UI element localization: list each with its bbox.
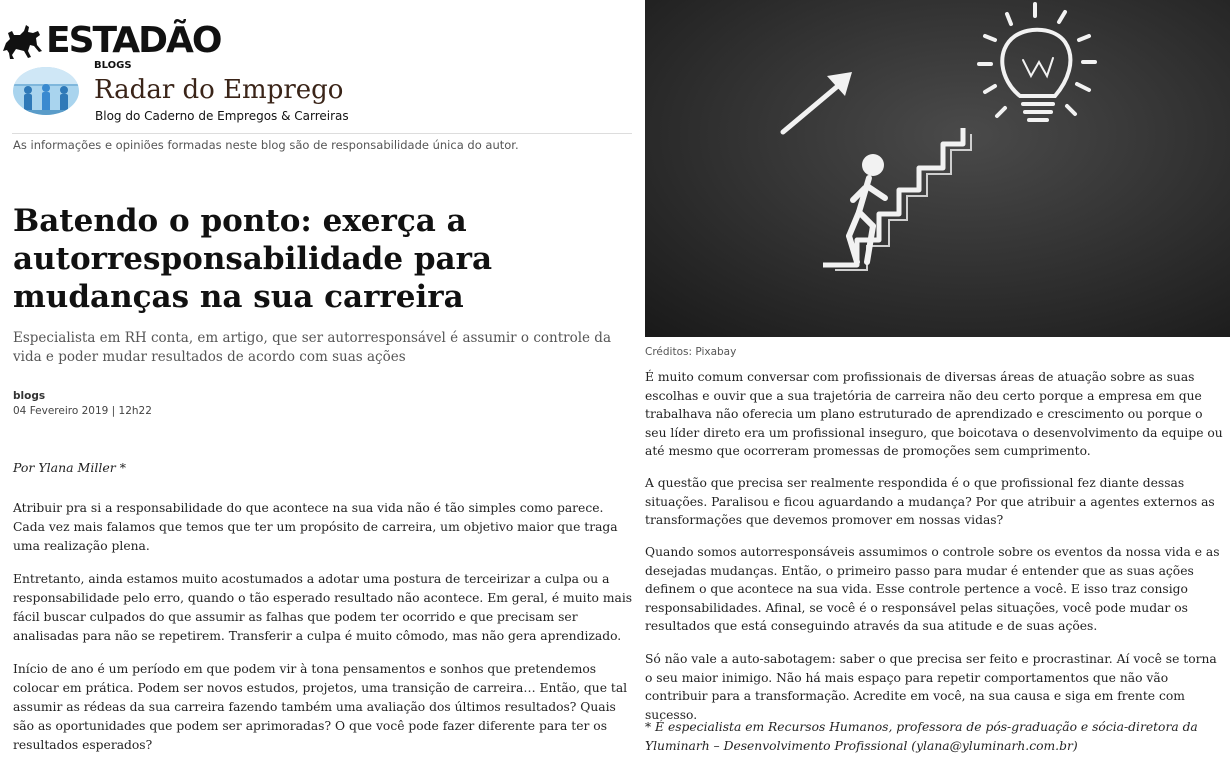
blog-avatar <box>12 66 80 116</box>
logo-wordmark: ESTADÃO <box>46 20 221 61</box>
horse-rider-icon <box>0 21 44 61</box>
chalkboard-illustration <box>645 0 1230 337</box>
article-paragraph: Quando somos autorresponsáveis assumimos o controle sobre os eventos da nossa vida e as desejadas mudanças. Então, o primeiro passo para mudar é entender que as suas ações definem o que acontece na sua vida. Esse controle pertence a você. E isso traz consigo responsabilidades. Afinal, se você é o responsável pelas situações, você pode mudar os resultados que está conseguindo através da sua atitude e de suas ações. <box>645 545 1220 633</box>
author-note: * É especialista em Recursos Humanos, professora de pós-graduação e sócia-diretora da Yluminarh – Desenvolvimento Profissional (ylana@yluminarh.com.br) <box>645 720 1198 753</box>
article-paragraph: Só não vale a auto-sabotagem: saber o que precisa ser feito e procrastinar. Aí você se torna o seu maior inimigo. Não há mais espaço para repetir comportamentos que não vão contribuir para a transformação. Acredite em você, na sua causa e siga em frente com sucesso. <box>645 652 1217 722</box>
blogs-tag: BLOGS <box>94 60 132 71</box>
article-paragraph: A questão que precisa ser realmente respondida é o que profissional fez diante dessas situações. Paralisou e ficou aguardando a mudança? Por que atribuir a agentes externos as transformações que devemos promover em nossas vidas? <box>645 476 1215 527</box>
article-photo <box>645 0 1230 337</box>
article-byline: Por Ylana Miller * <box>13 460 126 475</box>
photo-credit: Créditos: Pixabay <box>645 346 737 358</box>
header-divider <box>12 133 632 134</box>
estadao-logo[interactable] <box>0 20 221 62</box>
article-title: Batendo o ponto: exerça a autorresponsabilidade para mudanças na sua carreira <box>13 203 493 315</box>
author-disclaimer: As informações e opiniões formadas neste blog são de responsabilidade única do autor. <box>13 138 519 152</box>
article-paragraph: É muito comum conversar com profissionais de diversas áreas de atuação sobre as suas escolhas e ouvir que a sua trajetória de carreira não deu certo porque a empresa em que trabalhava não oferecia um plano estruturado de aprendizado e crescimento ou porque o seu líder direto era um profissional inseguro, que boicotava o desenvolvimento da equipe ou até mesmo que ocorreram promessas de promoções sem cumprimento. <box>645 370 1223 458</box>
article-paragraph: Início de ano é um período em que podem vir à tona pensamentos e sonhos que pretendemos colocar em prática. Podem ser novos estudos, projetos, uma transição de carreira… Então, que tal assumir as rédeas da sua carreira fazendo também uma avaliação dos últimos resultados? Quais são as oportunidades que podem ser aprimoradas? O que você pode fazer diferente para ter os resultados esperados? <box>13 662 628 752</box>
article-paragraph: Entretanto, ainda estamos muito acostumados a adotar uma postura de terceirizar a culpa ou a responsabilidade pelo erro, quando o tão esperado resultado não acontece. Em geral, é muito mais fácil buscar culpados do que assumir as falhas que podem ter ocorrido e que precisam ser analisadas para não se repetirem. Transferir a culpa é muito cômodo, mas não gera aprendizado. <box>13 572 633 643</box>
blog-subtitle: Blog do Caderno de Empregos & Carreiras <box>95 109 349 123</box>
article-date: 04 Fevereiro 2019 | 12h22 <box>13 405 152 417</box>
article-subtitle: Especialista em RH conta, em artigo, que ser autorresponsável é assumir o controle da vida e poder mudar resultados de acordo com suas ações <box>13 330 612 365</box>
article-category[interactable]: blogs <box>13 390 46 402</box>
blog-name[interactable]: Radar do Emprego <box>94 75 344 105</box>
article-paragraph: Atribuir pra si a responsabilidade do que acontece na sua vida não é tão simples como parece. Cada vez mais falamos que temos que ter um propósito de carreira, um objetivo maior que traga uma realização plena. <box>13 501 618 553</box>
